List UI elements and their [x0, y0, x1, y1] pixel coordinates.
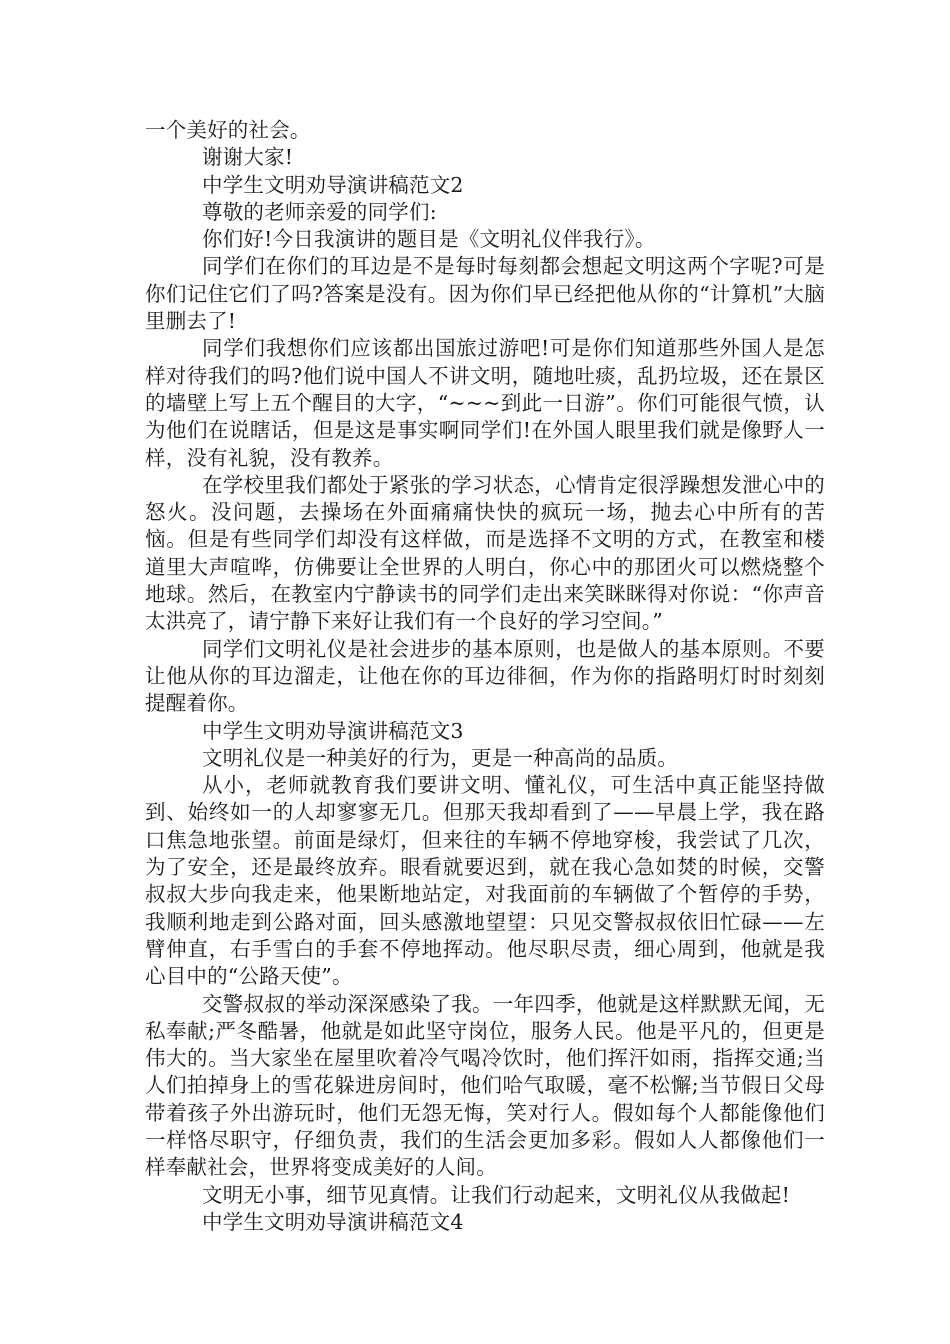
paragraph: 谢谢大家! [202, 145, 294, 170]
paragraph: 文明礼仪是一种美好的行为，更是一种高尚的品质。 [202, 745, 679, 770]
document-body [145, 117, 825, 1236]
salutation: 尊敬的老师亲爱的同学们: [202, 199, 437, 224]
paragraph: 同学们我想你们应该都出国旅过游吧!可是你们知道那些外国人是怎样对待我们的吗?他们说中国人不讲文明，随地吐痰，乱扔垃圾，还在景区的墙壁上写上五个醒目的大字，“~~~到此一日游”。你们可能很气愤，认为他们在说瞎话，但是这是事实啊同学们!在外国人眼里我们就是像野人一样，没有礼貌，没有教养。 [145, 336, 825, 470]
section-heading: 中学生文明劝导演讲稿范文2 [202, 172, 464, 197]
paragraph: 从小，老师就教育我们要讲文明、懂礼仪，可生活中真正能坚持做到、始终如一的人却寥寥无几。但那天我却看到了——早晨上学，我在路口焦急地张望。前面是绿灯，但来往的车辆不停地穿梭，我尝试了几次，为了安全，还是最终放弃。眼看就要迟到，就在我心急如焚的时候，交警叔叔大步向我走来，他果断地站定，对我面前的车辆做了个暂停的手势，我顺利地走到公路对面，回头感激地望望：只见交警叔叔依旧忙碌——左臂伸直，右手雪白的手套不停地挥动。他尽职尽责，细心周到，他就是我心目中的“公路天使”。 [145, 773, 825, 989]
paragraph: 同学们在你们的耳边是不是每时每刻都会想起文明这两个字呢?可是你们记住它们了吗?答案是没有。因为你们早已经把他从你的“计算机”大脑里删去了! [145, 254, 825, 334]
paragraph: 在学校里我们都处于紧张的学习状态，心情肯定很浮躁想发泄心中的怒火。没问题，去操场在外面痛痛快快的疯玩一场，抛去心中所有的苦恼。但是有些同学们却没有这样做，而是选择不文明的方式，在教室和楼道里大声喧哗，仿佛要让全世界的人明白，你心中的那团火可以燃烧整个地球。然后，在教室内宁静读书的同学们走出来笑眯眯得对你说：“你声音太洪亮了，请宁静下来好让我们有一个良好的学习空间。” [145, 472, 825, 634]
section-heading: 中学生文明劝导演讲稿范文3 [202, 718, 464, 743]
paragraph: 交警叔叔的举动深深感染了我。一年四季，他就是这样默默无闻，无私奉献;严冬酷暑，他就是如此坚守岗位，服务人民。他是平凡的，但更是伟大的。当大家坐在屋里吹着冷气喝冷饮时，他们挥汗如雨，指挥交通;当人们拍掉身上的雪花躲进房间时，他们哈气取暖，毫不松懈;当节假日父母带着孩子外出游玩时，他们无怨无悔，笑对行人。假如每个人都能像他们一样恪尽职守，仔细负责，我们的生活会更加多彩。假如人人都像他们一样奉献社会，世界将变成美好的人间。 [145, 991, 825, 1180]
section-heading: 中学生文明劝导演讲稿范文4 [202, 1209, 464, 1234]
paragraph: 你们好!今日我演讲的题目是《文明礼仪伴我行》。 [202, 227, 656, 252]
paragraph: 同学们文明礼仪是社会进步的基本原则，也是做人的基本原则。不要让他从你的耳边溜走，让他在你的耳边徘徊，作为你的指路明灯时时刻刻提醒着你。 [145, 636, 825, 716]
paragraph: 文明无小事，细节见真情。让我们行动起来，文明礼仪从我做起! [202, 1182, 791, 1207]
paragraph: 一个美好的社会。 [145, 118, 311, 142]
